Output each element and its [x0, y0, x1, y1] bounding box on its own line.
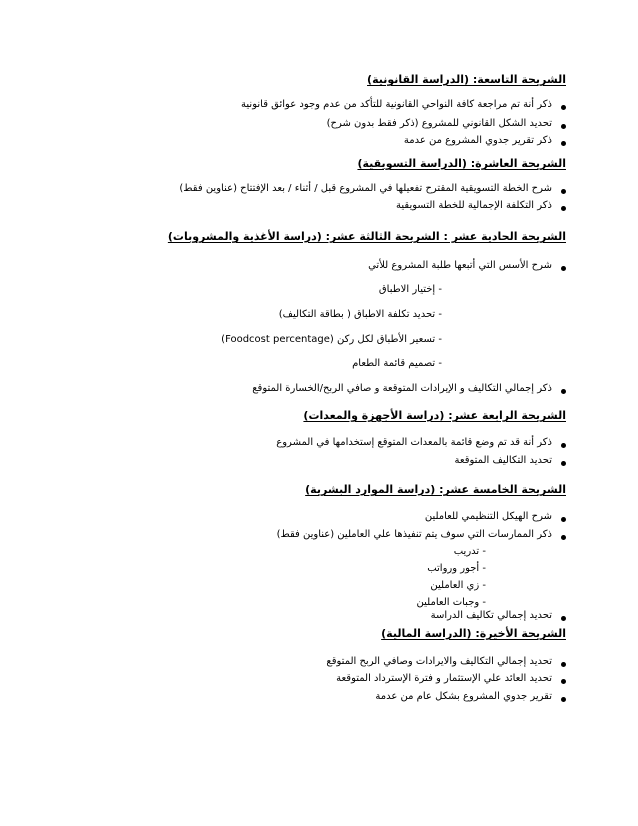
sub-list-item: - تصميم قائمة الطعام [352, 358, 442, 369]
bullet-icon [561, 124, 566, 129]
bullet-icon [561, 535, 566, 540]
list-item: تحديد إجمالي التكاليف والايرادات وصافي الربح المتوقع [326, 656, 552, 667]
bullet-icon [561, 141, 566, 146]
bullet-icon [561, 517, 566, 522]
bullet-icon [561, 662, 566, 667]
list-item: تحديد العائد علي الإستثمار و فترة الإسترداد المتوقعة [336, 673, 552, 684]
list-item: ذكر أنة تم مراجعة كافة النواحي القانونية للتأكد من عدم وجود عوائق قانونية [241, 99, 552, 110]
list-item: تحديد الشكل القانوني للمشروع (ذكر فقط بدون شرح) [326, 118, 552, 129]
section-heading-equipment: الشريحة الرابعة عشر: (دراسة الأجهزة والمعدات) [303, 409, 566, 422]
list-item: تحديد إجمالي تكاليف الدراسة [430, 610, 552, 621]
list-item: ذكر تقرير جدوي المشروع من عدمة [403, 135, 552, 146]
section-heading-financial: الشريحة الأخيرة: (الدراسة المالية) [381, 627, 566, 640]
list-item: ذكر إجمالي التكاليف و الإيرادات المتوقعة و صافي الربح/الخسارة المتوقع [252, 383, 552, 394]
list-item: ذكر أنة قد تم وضع قائمة بالمعدات المتوقع إستخدامها في المشروع [276, 437, 552, 448]
bullet-icon [561, 616, 566, 621]
list-item: شرح الخطة التسويقية المقترح تفعيلها في المشروع قبل / أثناء / بعد الإفتتاح (عناوين فقط) [179, 183, 552, 194]
bullet-icon [561, 461, 566, 466]
list-item: ذكر التكلفة الإجمالية للخطة التسويقية [396, 200, 552, 211]
bullet-icon [561, 443, 566, 448]
bullet-icon [561, 189, 566, 194]
sub-list-item: - تدريب [453, 546, 486, 557]
list-item: ذكر الممارسات التي سوف يتم تنفيذها علي العاملين (عناوين فقط) [276, 529, 552, 540]
section-heading-marketing: الشريحة العاشرة: (الدراسة التسويقية) [357, 157, 566, 170]
sub-list-item: - زي العاملين [430, 580, 486, 591]
list-item: تقرير جدوي المشروع بشكل عام من عدمة [375, 691, 552, 702]
sub-list-item: - تسعير الأطباق لكل ركن (Foodcost percentage) [221, 334, 442, 345]
section-heading-food: الشريحة الحادية عشر : الشريحة الثالثة عشر: (دراسة الأغذية والمشروبات) [167, 230, 566, 243]
bullet-icon [561, 389, 566, 394]
section-heading-hr: الشريحة الخامسة عشر: (دراسة الموارد البشرية) [305, 483, 566, 496]
list-item: شرح الهيكل التنظيمي للعاملين [424, 511, 552, 522]
bullet-icon [561, 697, 566, 702]
bullet-icon [561, 206, 566, 211]
bullet-icon [561, 105, 566, 110]
sub-list-item: - وجبات العاملين [416, 597, 486, 608]
sub-list-item: - تحديد تكلفة الاطباق ( بطاقة التكاليف) [278, 309, 442, 320]
bullet-icon [561, 679, 566, 684]
list-item: تحديد التكاليف المتوقعة [454, 455, 552, 466]
sub-list-item: - إختيار الاطباق [378, 284, 442, 295]
section-heading-legal: الشريحة التاسعة: (الدراسة القانونية) [367, 73, 566, 86]
bullet-icon [561, 266, 566, 271]
sub-list-item: - أجور ورواتب [427, 563, 486, 574]
list-item: شرح الأسس التي أتبعها طلبة المشروع للأتي [368, 260, 552, 271]
